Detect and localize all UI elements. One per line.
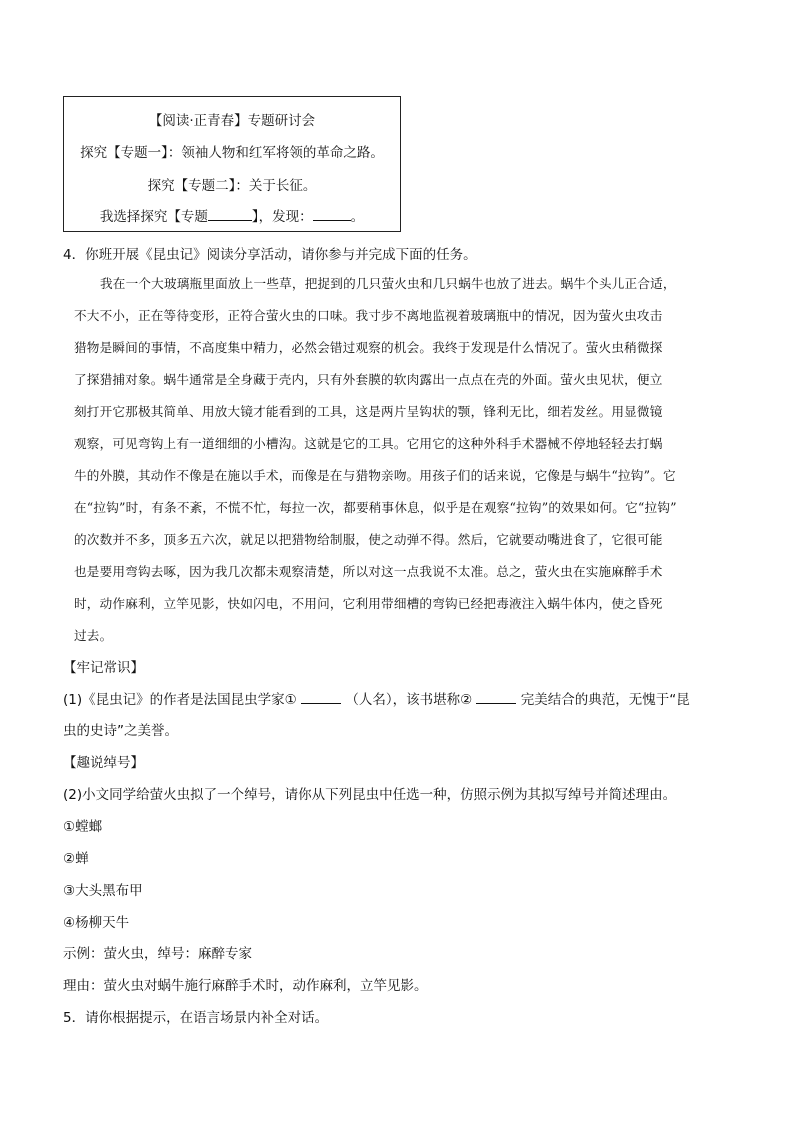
- passage-line: 过去。: [74, 628, 113, 643]
- sub-question-1: [63, 688, 690, 708]
- box-choice-mid: 】，发现：: [251, 209, 313, 225]
- passage-line: 不大不小，正在等待变形，正符合萤火虫的口味。我寸步不离地监视着玻璃瓶中的情况，因为萤火虫攻击: [74, 308, 663, 323]
- sub1-text-a: (1)《昆虫记》的作者是法国昆虫学家①: [63, 692, 297, 708]
- passage-line: 的次数并不多，顶多五六次，就足以把猎物给制服，使之动弹不得。然后，它就要动嘴进食了，它很可能: [74, 532, 663, 547]
- topic-seminar-box: [63, 96, 401, 232]
- reason-line: 理由：萤火虫对蜗牛施行麻醉手术时，动作麻利，立竿见影。: [63, 978, 428, 994]
- box-title: 【阅读·正青春】专题研讨会: [148, 113, 316, 129]
- passage-line: 也是要用弯钩去啄，因为我几次都未观察清楚，所以对这一点我说不太准。总之，萤火虫在实施麻醉手术: [74, 564, 663, 579]
- passage-line: 猎物是瞬间的事情，不高度集中精力，必然会错过观察的机会。我终于发现是什么情况了。萤火虫稍微探: [74, 340, 663, 355]
- sub1-text-c: 完美结合的典范，无愧于“昆: [520, 692, 690, 708]
- section-nicknames: 【趣说绰号】: [63, 755, 144, 771]
- praise-blank[interactable]: [476, 689, 516, 704]
- passage-line: 时，动作麻利，立竿见影，快如闪电，不用问，它利用带细槽的弯钩已经把毒液注入蜗牛体内，使之昏死: [74, 596, 663, 611]
- sub-question-2: (2)小文同学给萤火虫拟了一个绰号，请你从下列昆虫中任选一种，仿照示例为其拟写绰号并简述理由。: [63, 787, 677, 803]
- box-choice-line: [64, 205, 400, 225]
- question-4-title: 4．你班开展《昆虫记》阅读分享活动，请你参与并完成下面的任务。: [63, 247, 477, 263]
- question-5-title: 5．请你根据提示，在语言场景内补全对话。: [63, 1010, 329, 1026]
- sub-question-1-cont: 虫的史诗”之美誉。: [63, 723, 178, 739]
- passage-line: 我在一个大玻璃瓶里面放上一些草，把捉到的几只萤火虫和几只蜗牛也放了进去。蜗牛个头儿正合适，: [100, 276, 676, 291]
- option-longhorn: ④杨柳天牛: [63, 915, 130, 931]
- author-blank[interactable]: [301, 689, 341, 704]
- box-choice-end: 。: [350, 209, 365, 225]
- passage-line: 了探猎捕对象。蜗牛通常是全身藏于壳内，只有外套膜的软肉露出一点点在壳的外面。萤火虫见状，便立: [74, 372, 663, 387]
- option-cicada: ②蝉: [63, 851, 89, 867]
- box-choice-prefix: 我选择探究【专题: [99, 209, 208, 225]
- box-topic-one: 探究【专题一】：领袖人物和红军将领的革命之路。: [80, 145, 384, 161]
- section-common-knowledge: 【牢记常识】: [63, 660, 144, 676]
- passage-line: 在“拉钩”时，有条不紊，不慌不忙，每拉一次，都要稍事休息，似乎是在观察“拉钩”的效果如何。它“拉钩”: [74, 500, 677, 515]
- passage-line: 牛的外膜，其动作不像是在施以手术，而像是在与猎物亲吻。用孩子们的话来说，它像是与蜗牛“拉钩”。它: [74, 468, 676, 483]
- option-mantis: ①螳螂: [63, 819, 103, 835]
- sub1-text-b: （人名），该书堪称②: [345, 692, 473, 708]
- finding-blank[interactable]: [313, 206, 351, 221]
- topic-blank[interactable]: [208, 206, 252, 221]
- passage-line: 观察，可见弯钩上有一道细细的小槽沟。这就是它的工具。它用它的这种外科手术器械不停地轻轻去打蜗: [74, 436, 663, 451]
- example-line: 示例：萤火虫，绰号：麻醉专家: [63, 946, 252, 962]
- passage-line: 刻打开它那极其简单、用放大镜才能看到的工具，这是两片呈钩状的颚，锋利无比，细若发丝。用显微镜: [74, 404, 663, 419]
- option-beetle: ③大头黑布甲: [63, 883, 143, 899]
- box-topic-two: 探究【专题二】：关于长征。: [147, 178, 317, 194]
